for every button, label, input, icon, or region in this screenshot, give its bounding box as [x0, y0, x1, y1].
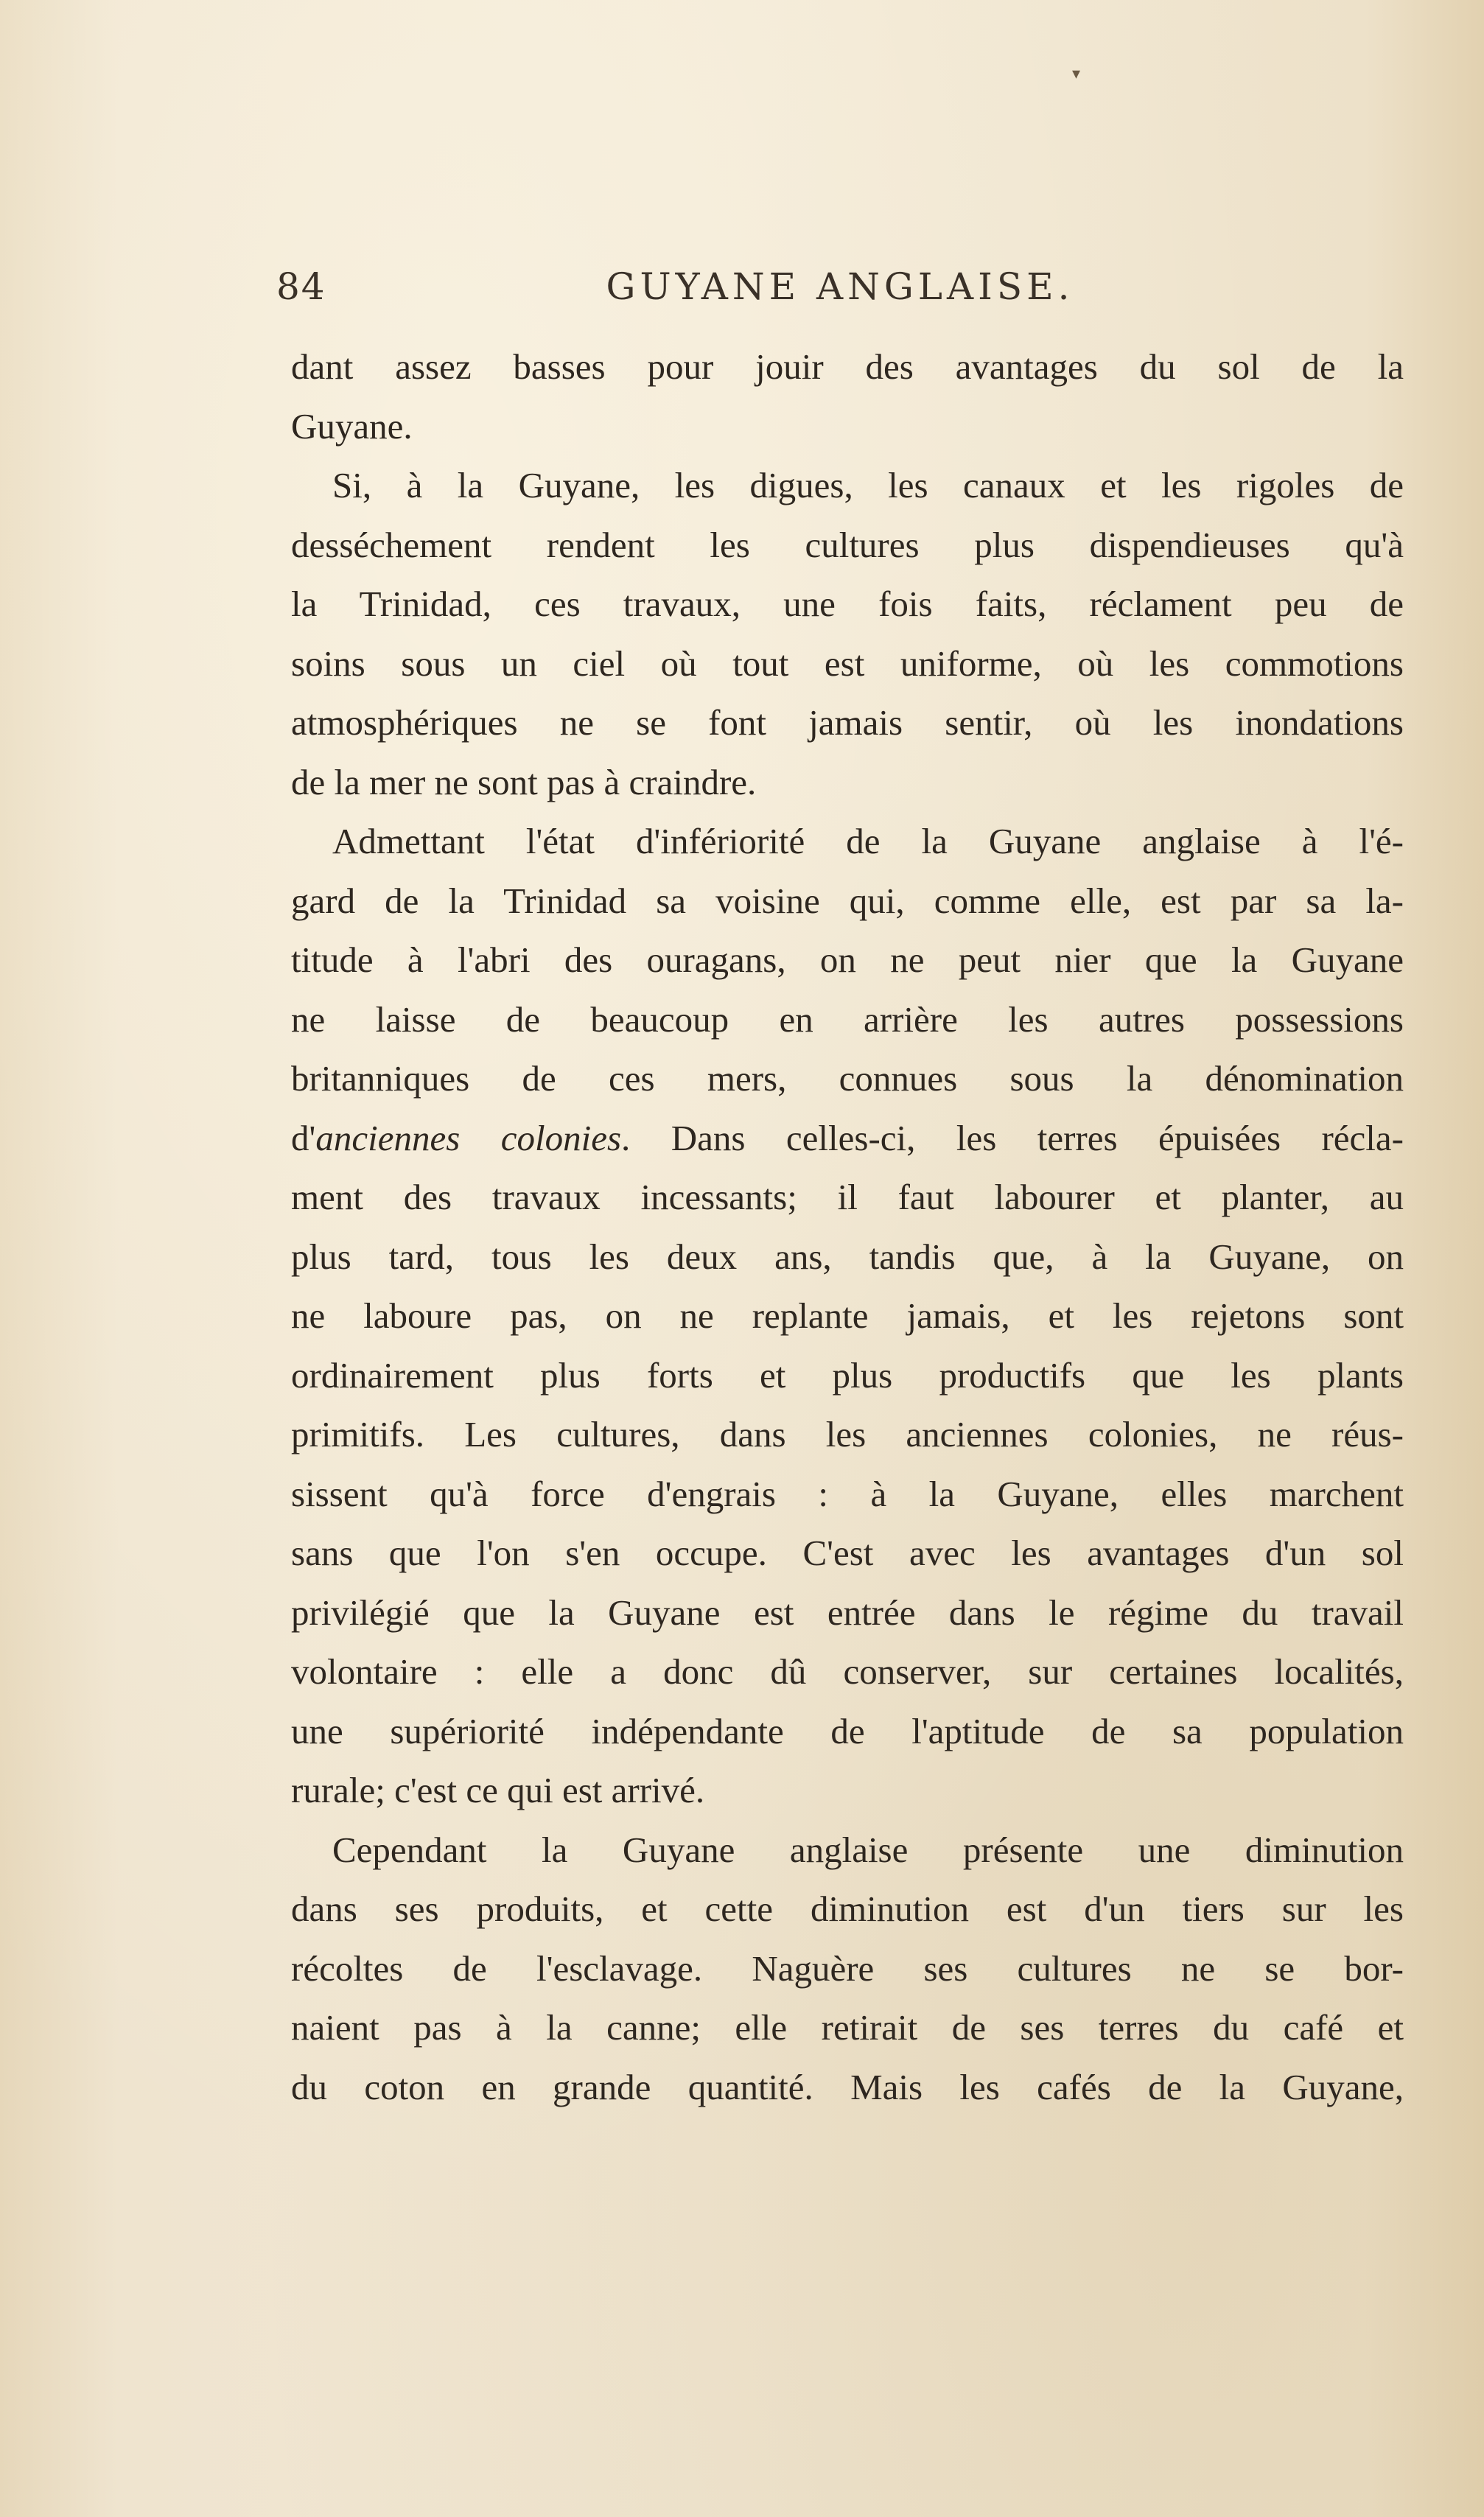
- text-segment: . Dans celles-ci, les terres épuisées récla-: [621, 1117, 1404, 1158]
- text-line: naient pas à la canne; elle retirait de ses terres du café et: [291, 2007, 1404, 2048]
- text-line: du coton en grande quantité. Mais les cafés de la Guyane,: [291, 2066, 1404, 2107]
- text-line: volontaire : elle a donc dû conserver, sur certaines localités,: [291, 1651, 1404, 1692]
- text-line: primitifs. Les cultures, dans les anciennes colonies, ne réus-: [291, 1414, 1404, 1454]
- text-line: soins sous un ciel où tout est uniforme, où les commotions: [291, 643, 1404, 684]
- text-segment: d': [291, 1117, 316, 1158]
- paragraph-2: [291, 456, 1404, 812]
- text-line: desséchement rendent les cultures plus dispendieuses qu'à: [291, 524, 1404, 565]
- text-line: ne laboure pas, on ne replante jamais, et les rejetons sont: [291, 1295, 1404, 1336]
- text-line: sans que l'on s'en occupe. C'est avec les avantages d'un sol: [291, 1533, 1404, 1573]
- paragraph-3: [291, 812, 1404, 1821]
- text-line: britanniques de ces mers, connues sous la dénomination: [291, 1058, 1404, 1099]
- italic-phrase: anciennes colonies: [315, 1117, 622, 1158]
- text-line: titude à l'abri des ouragans, on ne peut nier que la Guyane: [291, 939, 1404, 980]
- running-title: GUYANE ANGLAISE.: [606, 265, 1074, 308]
- paragraph-1: [291, 337, 1404, 456]
- paragraph-4: [291, 1821, 1404, 2118]
- text-line: plus tard, tous les deux ans, tandis que, à la Guyane, on: [291, 1236, 1404, 1277]
- text-line: Guyane.: [291, 405, 413, 447]
- page-header: [276, 259, 1404, 326]
- text-line: Cependant la Guyane anglaise présente une diminution: [332, 1829, 1404, 1870]
- text-line: gard de la Trinidad sa voisine qui, comme elle, est par sa la-: [291, 880, 1404, 921]
- page-number: 84: [276, 265, 326, 308]
- text-line: atmosphériques ne se font jamais sentir, où les inondations: [291, 702, 1404, 743]
- text-line-with-italic: [291, 1109, 1404, 1169]
- text-line: dant assez basses pour jouir des avantages du sol de la: [291, 346, 1404, 387]
- text-body: [291, 337, 1404, 2117]
- text-line: la Trinidad, ces travaux, une fois faits, réclament peu de: [291, 584, 1404, 624]
- text-line: ne laisse de beaucoup en arrière les autres possessions: [291, 998, 1404, 1040]
- text-line: dans ses produits, et cette diminution est d'un tiers sur les: [291, 1888, 1404, 1929]
- text-line: une supériorité indépendante de l'aptitude de sa population: [291, 1710, 1404, 1751]
- text-line: sissent qu'à force d'engrais : à la Guyane, elles marchent: [291, 1473, 1404, 1514]
- text-line: ment des travaux incessants; il faut labourer et planter, au: [291, 1177, 1404, 1217]
- text-line: privilégié que la Guyane est entrée dans le régime du travail: [291, 1592, 1404, 1633]
- text-line: Admettant l'état d'infériorité de la Guyane anglaise à l'é-: [332, 821, 1404, 861]
- text-line: ordinairement plus forts et plus productifs que les plants: [291, 1354, 1404, 1396]
- ink-speck: ▾: [1072, 65, 1081, 83]
- text-line: Si, à la Guyane, les digues, les canaux et les rigoles de: [332, 465, 1404, 505]
- text-line: de la mer ne sont pas à craindre.: [291, 761, 757, 802]
- text-line: rurale; c'est ce qui est arrivé.: [291, 1770, 705, 1810]
- text-line: récoltes de l'esclavage. Naguère ses cultures ne se bor-: [291, 1947, 1404, 1989]
